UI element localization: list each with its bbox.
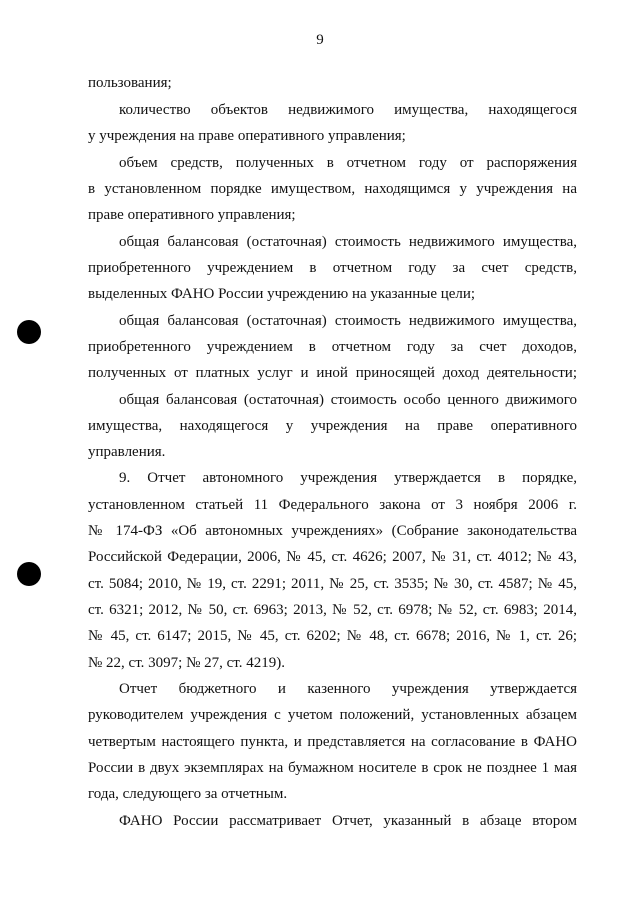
- text-line: № 22, ст. 3097; № 27, ст. 4219).: [88, 655, 285, 671]
- text-line: объем средств, полученных в отчетном году от распоряжения: [119, 155, 577, 171]
- text-line: № 45, ст. 6147; 2015, № 45, ст. 6202; № 48, ст. 6678; 2016, № 1, ст. 26;: [88, 628, 577, 644]
- text-line: 9. Отчет автономного учреждения утверждается в порядке,: [119, 470, 577, 486]
- text-line: общая балансовая (остаточная) стоимость особо ценного движимого: [119, 392, 577, 408]
- text-line: у учреждения на праве оперативного управления;: [88, 128, 406, 144]
- text-line: ст. 5084; 2010, № 19, ст. 2291; 2011, № 25, ст. 3535; № 30, ст. 4587; № 45,: [88, 576, 577, 592]
- text-line: общая балансовая (остаточная) стоимость недвижимого имущества,: [119, 313, 577, 329]
- text-line: № 174-ФЗ «Об автономных учреждениях» (Собрание законодательства: [88, 523, 577, 539]
- text-line: управления.: [88, 444, 166, 460]
- text-line: полученных от платных услуг и иной приносящей доход деятельности;: [88, 365, 577, 381]
- text-line: выделенных ФАНО России учреждению на указанные цели;: [88, 286, 476, 302]
- text-line: приобретенного учреждением в отчетном году за счет средств,: [88, 260, 577, 276]
- page-number: 9: [316, 32, 324, 48]
- text-line: количество объектов недвижимого имущества, находящегося: [119, 102, 577, 118]
- text-line: праве оперативного управления;: [88, 207, 296, 223]
- punch-hole-mark: [17, 320, 41, 344]
- text-line: четвертым настоящего пункта, и представляется на согласование в ФАНО: [88, 734, 577, 750]
- text-line: пользования;: [88, 75, 172, 91]
- text-line: года, следующего за отчетным.: [88, 786, 288, 802]
- text-line: приобретенного учреждением в отчетном году за счет доходов,: [88, 339, 577, 355]
- text-line: ст. 6321; 2012, № 50, ст. 6963; 2013, № 52, ст. 6978; № 52, ст. 6983; 2014,: [88, 602, 577, 618]
- text-line: Российской Федерации, 2006, № 45, ст. 4626; 2007, № 31, ст. 4012; № 43,: [88, 549, 577, 565]
- text-line: Отчет бюджетного и казенного учреждения утверждается: [119, 681, 577, 697]
- text-line: установленном статьей 11 Федерального закона от 3 ноября 2006 г.: [88, 497, 577, 513]
- text-line: руководителем учреждения с учетом положений, установленных абзацем: [88, 707, 577, 723]
- text-line: общая балансовая (остаточная) стоимость недвижимого имущества,: [119, 234, 577, 250]
- punch-hole-mark: [17, 562, 41, 586]
- text-line: в установленном порядке имуществом, находящимся у учреждения на: [88, 181, 577, 197]
- text-line: имущества, находящегося у учреждения на праве оперативного: [88, 418, 577, 434]
- text-line: ФАНО России рассматривает Отчет, указанный в абзаце втором: [119, 813, 577, 829]
- text-line: России в двух экземплярах на бумажном носителе в срок не позднее 1 мая: [88, 760, 577, 776]
